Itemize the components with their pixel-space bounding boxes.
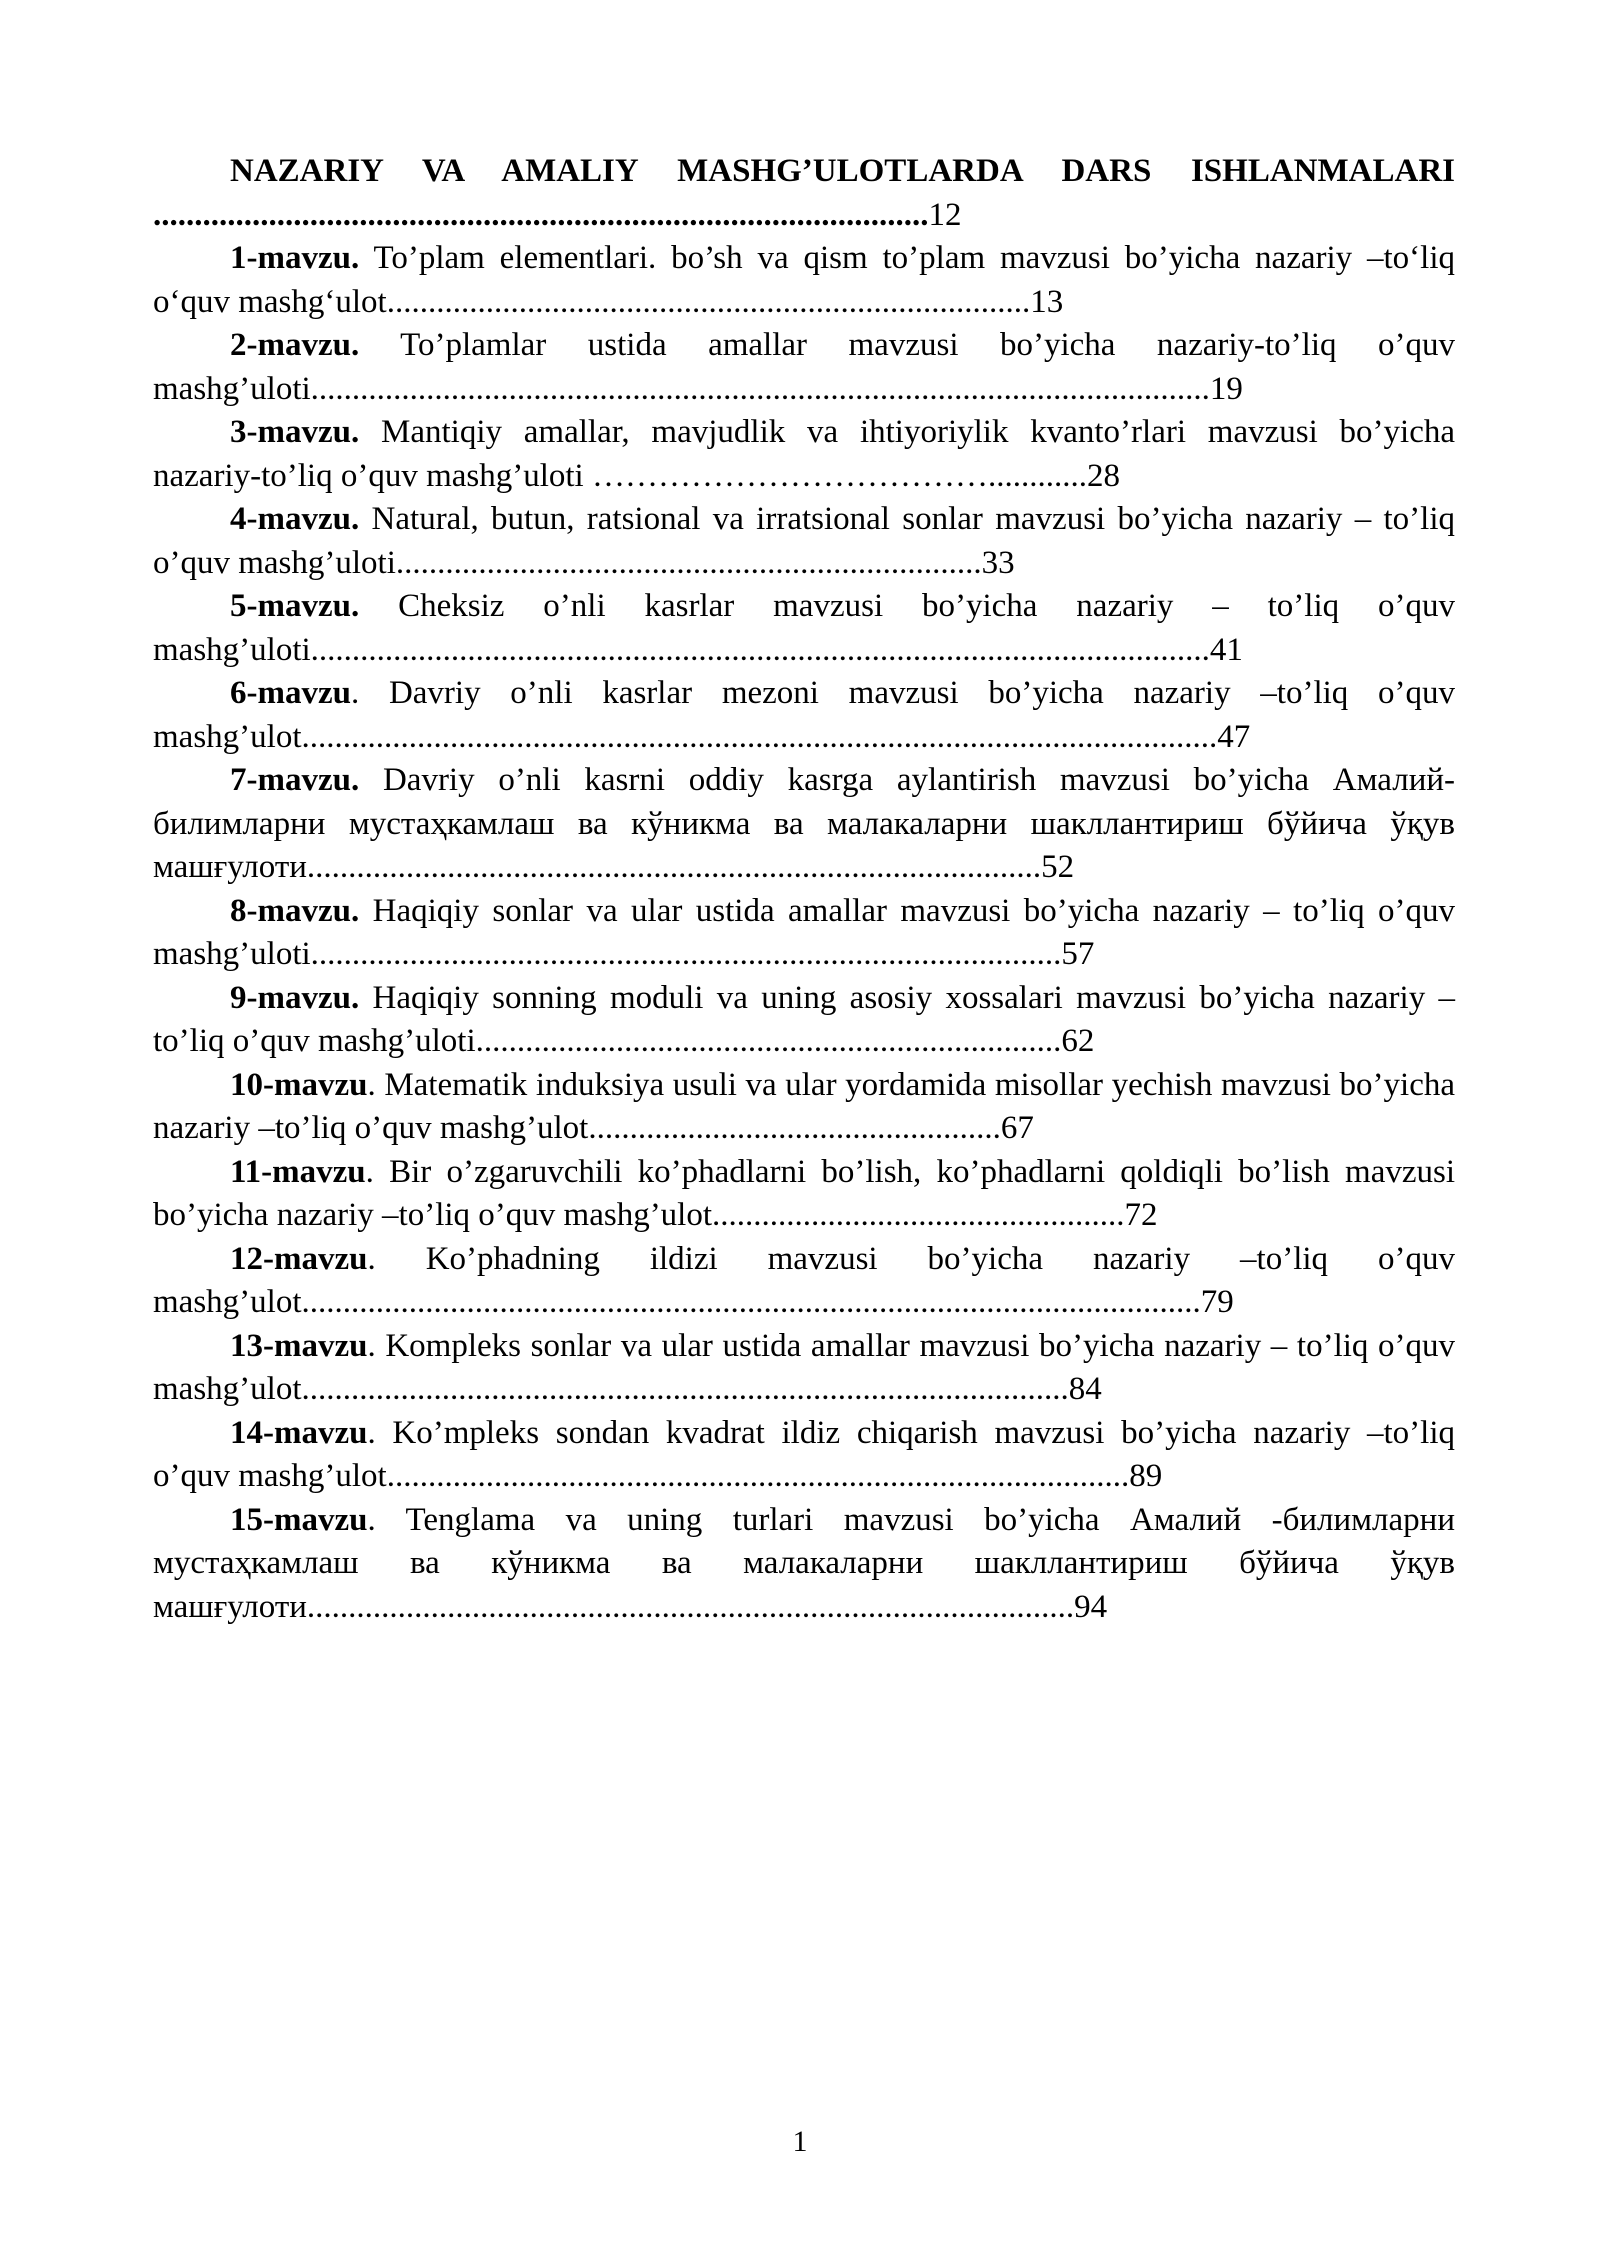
toc-leader: .............................................................................. xyxy=(386,283,1031,320)
toc-entry-topic: 7-mavzu. xyxy=(230,762,360,798)
toc-page-number: 67 xyxy=(1000,1110,1034,1146)
toc-entry-topic: 5-mavzu. xyxy=(230,588,360,624)
toc-page-number: 19 xyxy=(1209,370,1243,407)
toc-page-number: 13 xyxy=(1030,283,1064,320)
toc-entry xyxy=(153,1151,1455,1238)
toc-entry xyxy=(153,1238,1455,1325)
toc-entry xyxy=(153,1412,1455,1499)
toc-entry xyxy=(153,672,1455,759)
toc-entry-topic: 2-mavzu. xyxy=(230,327,360,363)
toc-entry-topic: 13-mavzu xyxy=(230,1327,368,1364)
toc-entry xyxy=(153,324,1455,411)
toc-leader: .............................................................................................. xyxy=(153,196,929,233)
toc-page-number: 12 xyxy=(928,196,962,233)
toc-entry-title: Haqiqiy sonlar va ular ustida amallar mavzusi bo’yicha nazariy – to’liq o’quv mashg’uloti xyxy=(153,892,1455,972)
toc-leader: ....................................................................... xyxy=(475,1023,1062,1059)
toc-entry-title: . Ko’phadning ildizi mavzusi bo’yicha nazariy –to’liq o’quv mashg’ulot xyxy=(153,1240,1455,1320)
toc-page-number: 84 xyxy=(1068,1371,1102,1407)
toc-entry-topic: 11-mavzu xyxy=(230,1153,366,1190)
toc-entry-title: Mantiqiy amallar, mavjudlik va ihtiyoriylik kvanto’rlari mavzusi bo’yicha nazariy-to’liq o’quv mashg’uloti ……………………………… xyxy=(153,414,1455,494)
toc-page-number: 79 xyxy=(1200,1284,1234,1320)
toc-page-number: 33 xyxy=(981,544,1015,581)
toc-entry-topic: 10-mavzu xyxy=(230,1066,368,1103)
toc-entry-title: Cheksiz o’nli kasrlar mavzusi bo’yicha nazariy – to’liq o’quv mashg’uloti xyxy=(153,588,1455,668)
toc-entry-title: . Tenglama va uning turlari mavzusi bo’yicha Амалий -билимларни мустаҳкамлаш ва кўникма ва малакаларни шакллантириш бўйича ўқув машғулоти xyxy=(153,1501,1455,1625)
toc-entry-title: Natural, butun, ratsional va irratsional sonlar mavzusi bo’yicha nazariy – to’liq o’quv mashg’uloti xyxy=(153,501,1455,581)
toc-entry xyxy=(153,759,1455,890)
toc-page-number: 47 xyxy=(1217,718,1251,755)
toc-leader: ............................................................................................. xyxy=(301,1371,1069,1407)
toc-entry xyxy=(153,977,1455,1064)
toc-page-number: 57 xyxy=(1061,936,1095,972)
toc-entry-title: . Davriy o’nli kasrlar mezoni mavzusi bo’yicha nazariy –to’liq o’quv mashg’ulot xyxy=(153,675,1455,755)
toc-entry-title: To’plam elementlari. bo’sh va qism to’plam mavzusi bo’yicha nazariy –to‘liq o‘quv mashg‘ulot xyxy=(153,240,1455,320)
toc-heading-title: NAZARIY VA AMALIY MASHG’ULOTLARDA DARS ISHLANMALARI xyxy=(230,153,1455,189)
toc-heading xyxy=(153,150,1455,237)
toc-leader: ............................................................................................................. xyxy=(310,631,1210,668)
toc-entry xyxy=(153,1325,1455,1412)
toc-page-number: 28 xyxy=(1086,457,1120,494)
toc-entry xyxy=(153,890,1455,977)
toc-entry xyxy=(153,1064,1455,1151)
toc-entry-title: To’plamlar ustida amallar mavzusi bo’yicha nazariy-to’liq o’quv mashg’uloti xyxy=(153,327,1455,407)
toc-entry-title: . Ko’mpleks sondan kvadrat ildiz chiqarish mavzusi bo’yicha nazariy –to’liq o’quv mashg’ulot xyxy=(153,1414,1455,1494)
page-number: 1 xyxy=(792,2125,808,2158)
toc-leader: ........................................................................................... xyxy=(310,936,1062,972)
toc-entry-title: Davriy o’nli kasrni oddiy kasrga aylantirish mavzusi bo’yicha Амалий-билимларни мустаҳкамлаш ва кўникма ва малакаларни шакллантириш бўйича ўқув машғулоти xyxy=(153,762,1455,885)
toc-entry-topic: 4-mavzu. xyxy=(230,501,360,537)
toc-page-number: 72 xyxy=(1124,1197,1158,1233)
toc-entry-topic: 12-mavzu xyxy=(230,1240,368,1277)
toc-leader: .................................................. xyxy=(712,1197,1125,1233)
toc-page-number: 94 xyxy=(1074,1588,1108,1625)
toc-leader: ............................................................................................................... xyxy=(301,718,1218,755)
toc-entry-topic: 8-mavzu. xyxy=(230,892,360,929)
toc-leader: ............ xyxy=(987,457,1087,494)
toc-entry xyxy=(153,585,1455,672)
toc-entry-title: . Bir o’zgaruvchili ko’phadlarni bo’lish, ko’phadlarni qoldiqli bo’lish mavzusi bo’yicha nazariy –to’liq o’quv mashg’ulot xyxy=(153,1153,1455,1233)
toc-entry-topic: 15-mavzu xyxy=(230,1501,368,1538)
toc-leader: ............................................................................................. xyxy=(306,1588,1075,1625)
toc-leader: .......................................................................................... xyxy=(386,1458,1130,1494)
table-of-contents xyxy=(153,150,1455,1629)
toc-entry xyxy=(153,498,1455,585)
toc-page-number: 41 xyxy=(1209,631,1243,668)
toc-page-number: 52 xyxy=(1041,849,1075,885)
toc-entry-topic: 1-mavzu. xyxy=(230,240,360,276)
toc-entry-topic: 6-mavzu xyxy=(230,675,351,711)
toc-leader: ......................................................................................... xyxy=(306,849,1042,885)
toc-entry xyxy=(153,411,1455,498)
toc-leader: ............................................................................................................. xyxy=(310,370,1210,407)
toc-leader: ............................................................................................................. xyxy=(301,1284,1201,1320)
toc-leader: ....................................................................... xyxy=(395,544,982,581)
toc-page-number: 62 xyxy=(1061,1023,1095,1059)
toc-entry-title: Haqiqiy sonning moduli va uning asosiy xossalari mavzusi bo’yicha nazariy – to’liq o’quv mashg’uloti xyxy=(153,979,1455,1059)
toc-page-number: 89 xyxy=(1129,1458,1163,1494)
toc-entry-title: . Kompleks sonlar va ular ustida amallar mavzusi bo’yicha nazariy – to’liq o’quv mashg’ulot xyxy=(153,1327,1455,1407)
toc-entry-topic: 3-mavzu. xyxy=(230,414,360,450)
toc-entry xyxy=(153,237,1455,324)
toc-entry-topic: 9-mavzu. xyxy=(230,979,360,1016)
toc-leader: .................................................. xyxy=(588,1110,1001,1146)
toc-entry xyxy=(153,1499,1455,1630)
toc-entry-title: . Matematik induksiya usuli va ular yordamida misollar yechish mavzusi bo’yicha nazariy –to’liq o’quv mashg’ulot xyxy=(153,1066,1455,1146)
toc-entry-topic: 14-mavzu xyxy=(230,1414,368,1451)
